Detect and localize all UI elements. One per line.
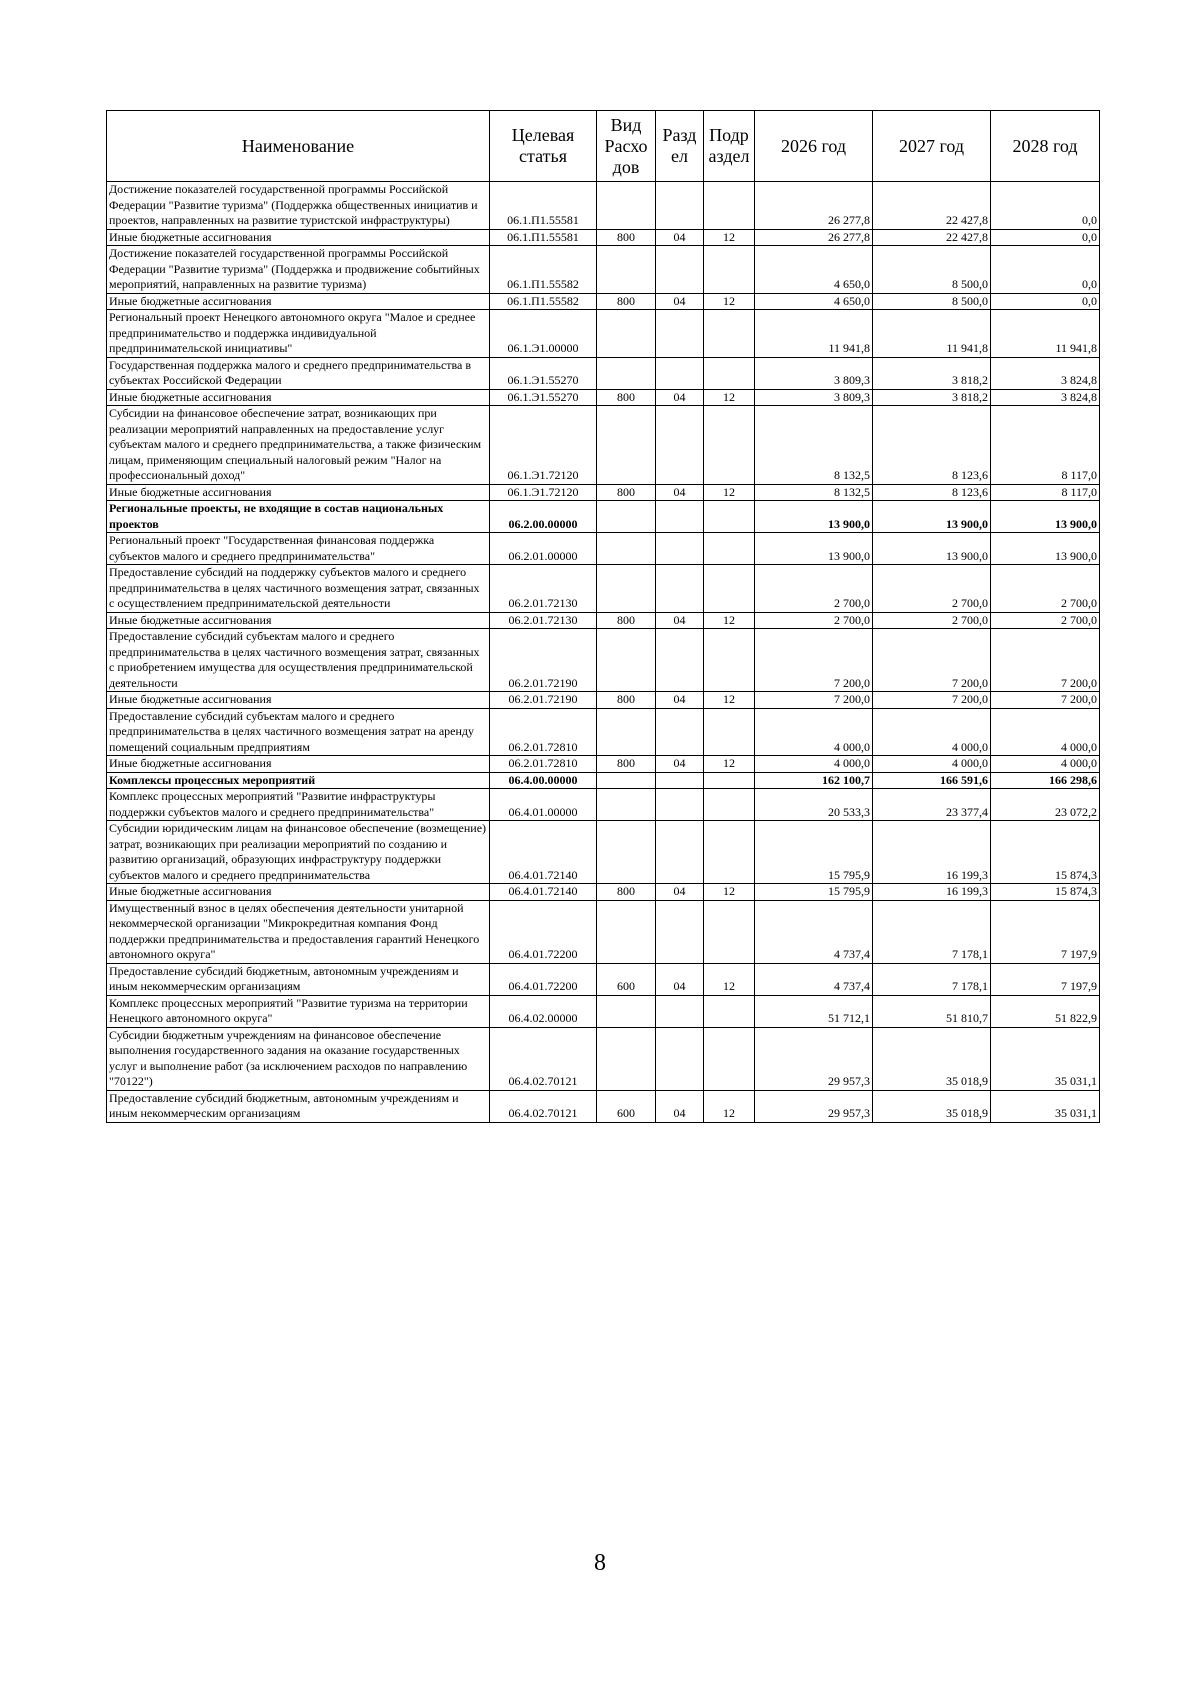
cell-kind [597,629,656,692]
cell-kind [597,1027,656,1090]
cell-2026: 26 277,8 [755,229,873,246]
cell-2027: 4 000,0 [873,708,991,756]
cell-section: 04 [656,1090,704,1122]
cell-section [656,501,704,533]
cell-section: 04 [656,692,704,709]
cell-2027: 166 591,6 [873,772,991,789]
cell-kind [597,310,656,358]
cell-2028: 51 822,9 [991,995,1100,1027]
cell-section [656,1027,704,1090]
cell-2026: 8 132,5 [755,406,873,485]
table-row [107,293,1100,310]
cell-target: 06.2.01.72130 [490,612,597,629]
cell-kind: 600 [597,963,656,995]
table-row [107,1090,1100,1122]
table-row [107,900,1100,963]
cell-name: Предоставление субсидий субъектам малого и среднего предпринимательства в целях частичного возмещения затрат на аренду помещений социальным предприятиям [107,708,490,756]
cell-2028: 2 700,0 [991,612,1100,629]
table-row [107,884,1100,901]
cell-target: 06.1.П1.55581 [490,182,597,230]
cell-2027: 22 427,8 [873,182,991,230]
cell-name: Иные бюджетные ассигнования [107,756,490,773]
cell-name: Государственная поддержка малого и среднего предпринимательства в субъектах Российской Федерации [107,357,490,389]
cell-name: Иные бюджетные ассигнования [107,612,490,629]
table-row [107,389,1100,406]
cell-section [656,533,704,565]
table-row [107,484,1100,501]
cell-kind [597,501,656,533]
header-target: Целевая статья [490,111,597,182]
cell-2026: 29 957,3 [755,1027,873,1090]
cell-2026: 3 809,3 [755,389,873,406]
cell-target: 06.4.02.70121 [490,1027,597,1090]
cell-subsection: 12 [704,484,755,501]
cell-2028: 3 824,8 [991,357,1100,389]
cell-name: Комплексы процессных мероприятий [107,772,490,789]
cell-section: 04 [656,756,704,773]
header-subsection: Подр аздел [704,111,755,182]
table-row [107,629,1100,692]
table-row [107,182,1100,230]
cell-subsection: 12 [704,756,755,773]
table-row [107,501,1100,533]
cell-2026: 8 132,5 [755,484,873,501]
cell-target: 06.4.01.72140 [490,821,597,884]
table-row [107,310,1100,358]
cell-target: 06.2.01.72810 [490,756,597,773]
cell-subsection: 12 [704,389,755,406]
cell-name: Комплекс процессных мероприятий "Развитие туризма на территории Ненецкого автономного округа" [107,995,490,1027]
cell-subsection [704,821,755,884]
cell-target: 06.2.01.00000 [490,533,597,565]
cell-2026: 26 277,8 [755,182,873,230]
cell-2028: 7 197,9 [991,963,1100,995]
header-2026: 2026 год [755,111,873,182]
cell-target: 06.1.П1.55581 [490,229,597,246]
cell-target: 06.2.01.72190 [490,629,597,692]
cell-name: Иные бюджетные ассигнования [107,484,490,501]
cell-section [656,357,704,389]
cell-target: 06.4.01.72140 [490,884,597,901]
cell-kind [597,789,656,821]
cell-section [656,995,704,1027]
cell-subsection [704,246,755,294]
cell-2028: 0,0 [991,182,1100,230]
cell-kind [597,900,656,963]
header-2027: 2027 год [873,111,991,182]
cell-target: 06.4.01.72200 [490,963,597,995]
cell-2027: 8 123,6 [873,484,991,501]
cell-name: Достижение показателей государственной программы Российской Федерации "Развитие туризма" (Поддержка общественных инициатив и проектов, направленных на развитие туристской инфраструктуры) [107,182,490,230]
cell-section [656,900,704,963]
table-row [107,565,1100,613]
cell-kind [597,565,656,613]
cell-2027: 7 200,0 [873,629,991,692]
cell-2026: 4 737,4 [755,900,873,963]
cell-section [656,246,704,294]
cell-target: 06.4.00.00000 [490,772,597,789]
cell-2028: 8 117,0 [991,406,1100,485]
cell-2026: 51 712,1 [755,995,873,1027]
cell-subsection [704,565,755,613]
cell-target: 06.4.01.00000 [490,789,597,821]
cell-name: Иные бюджетные ассигнования [107,229,490,246]
cell-subsection [704,533,755,565]
cell-subsection: 12 [704,963,755,995]
page-number: 8 [594,1550,606,1576]
cell-section [656,821,704,884]
cell-2027: 13 900,0 [873,533,991,565]
cell-2026: 13 900,0 [755,501,873,533]
cell-2027: 51 810,7 [873,995,991,1027]
cell-2028: 11 941,8 [991,310,1100,358]
table-row [107,772,1100,789]
cell-target: 06.1.Э1.00000 [490,310,597,358]
cell-2028: 4 000,0 [991,708,1100,756]
cell-2026: 7 200,0 [755,692,873,709]
cell-section [656,789,704,821]
cell-target: 06.1.Э1.55270 [490,357,597,389]
cell-subsection [704,629,755,692]
table-body [107,182,1100,1123]
cell-2027: 16 199,3 [873,821,991,884]
cell-2028: 8 117,0 [991,484,1100,501]
table-row [107,756,1100,773]
cell-subsection [704,708,755,756]
cell-kind [597,772,656,789]
cell-subsection [704,995,755,1027]
cell-kind: 800 [597,293,656,310]
cell-name: Предоставление субсидий на поддержку субъектов малого и среднего предпринимательства в целях частичного возмещения затрат, связанных с осуществлением предпринимательской деятельности [107,565,490,613]
cell-kind [597,533,656,565]
cell-2026: 4 737,4 [755,963,873,995]
cell-subsection: 12 [704,612,755,629]
cell-target: 06.4.01.72200 [490,900,597,963]
cell-2028: 35 031,1 [991,1027,1100,1090]
cell-name: Предоставление субсидий бюджетным, автономным учреждениям и иным некоммерческим организациям [107,963,490,995]
cell-subsection [704,310,755,358]
cell-2028: 0,0 [991,246,1100,294]
table-row [107,708,1100,756]
cell-2027: 7 200,0 [873,692,991,709]
cell-target: 06.1.Э1.72120 [490,484,597,501]
cell-2027: 16 199,3 [873,884,991,901]
cell-subsection [704,1027,755,1090]
cell-name: Иные бюджетные ассигнования [107,884,490,901]
cell-2026: 4 000,0 [755,756,873,773]
cell-2028: 0,0 [991,229,1100,246]
table-row [107,789,1100,821]
cell-2027: 2 700,0 [873,565,991,613]
table-row [107,406,1100,485]
cell-subsection: 12 [704,884,755,901]
cell-target: 06.2.01.72190 [490,692,597,709]
cell-name: Субсидии бюджетным учреждениям на финансовое обеспечение выполнения государственного задания на оказание государственных услуг и выполнение работ (за исключением расходов по направлению "70122") [107,1027,490,1090]
cell-2027: 3 818,2 [873,357,991,389]
cell-subsection: 12 [704,293,755,310]
cell-subsection [704,406,755,485]
cell-target: 06.2.01.72810 [490,708,597,756]
cell-2027: 35 018,9 [873,1027,991,1090]
cell-target: 06.1.Э1.72120 [490,406,597,485]
header-section: Разд ел [656,111,704,182]
cell-2027: 3 818,2 [873,389,991,406]
table-row [107,533,1100,565]
cell-2026: 15 795,9 [755,884,873,901]
table-row [107,229,1100,246]
cell-2028: 15 874,3 [991,884,1100,901]
cell-section [656,406,704,485]
cell-name: Комплекс процессных мероприятий "Развитие инфраструктуры поддержки субъектов малого и среднего предпринимательства" [107,789,490,821]
table-row [107,1027,1100,1090]
cell-2027: 7 178,1 [873,963,991,995]
cell-name: Достижение показателей государственной программы Российской Федерации "Развитие туризма" (Поддержка и продвижение событийных мероприятий, направленных на развитие туризма) [107,246,490,294]
cell-subsection [704,772,755,789]
cell-name: Региональный проект Ненецкого автономного округа "Малое и среднее предпринимательство и поддержка индивидуальной предпринимательской инициативы" [107,310,490,358]
cell-kind: 800 [597,692,656,709]
cell-2026: 4 650,0 [755,293,873,310]
cell-2027: 22 427,8 [873,229,991,246]
cell-2026: 162 100,7 [755,772,873,789]
cell-kind: 800 [597,756,656,773]
cell-name: Иные бюджетные ассигнования [107,389,490,406]
cell-subsection: 12 [704,1090,755,1122]
cell-2028: 0,0 [991,293,1100,310]
cell-2028: 35 031,1 [991,1090,1100,1122]
cell-name: Субсидии юридическим лицам на финансовое обеспечение (возмещение) затрат, возникающих при реализации мероприятий по созданию и развитию организаций, образующих инфраструктуру поддержки субъектов малого и среднего предпринимательства [107,821,490,884]
cell-subsection: 12 [704,229,755,246]
cell-2027: 11 941,8 [873,310,991,358]
cell-2027: 8 500,0 [873,246,991,294]
cell-2027: 23 377,4 [873,789,991,821]
table-header-row [107,111,1100,182]
cell-2026: 15 795,9 [755,821,873,884]
cell-kind: 800 [597,229,656,246]
cell-kind [597,246,656,294]
cell-name: Предоставление субсидий бюджетным, автономным учреждениям и иным некоммерческим организациям [107,1090,490,1122]
cell-kind: 800 [597,612,656,629]
cell-kind [597,357,656,389]
cell-2026: 11 941,8 [755,310,873,358]
cell-name: Региональные проекты, не входящие в состав национальных проектов [107,501,490,533]
cell-2027: 7 178,1 [873,900,991,963]
cell-2028: 4 000,0 [991,756,1100,773]
cell-kind [597,182,656,230]
cell-target: 06.1.Э1.55270 [490,389,597,406]
cell-target: 06.4.02.70121 [490,1090,597,1122]
cell-kind: 800 [597,389,656,406]
cell-subsection [704,357,755,389]
cell-2027: 2 700,0 [873,612,991,629]
cell-section: 04 [656,389,704,406]
cell-target: 06.1.П1.55582 [490,246,597,294]
cell-2026: 2 700,0 [755,565,873,613]
table-row [107,246,1100,294]
budget-table [106,110,1100,1123]
table-row [107,995,1100,1027]
cell-2028: 7 200,0 [991,692,1100,709]
cell-section: 04 [656,484,704,501]
cell-section [656,629,704,692]
cell-section: 04 [656,963,704,995]
cell-section: 04 [656,229,704,246]
cell-target: 06.2.01.72130 [490,565,597,613]
cell-2027: 8 123,6 [873,406,991,485]
cell-name: Субсидии на финансовое обеспечение затрат, возникающих при реализации мероприятий направленных на предоставление услуг субъектам малого и среднего предпринимательства, а также физическим лицам, применяющим специальный налоговый режим "Налог на профессиональный доход" [107,406,490,485]
cell-2026: 2 700,0 [755,612,873,629]
table-row [107,821,1100,884]
cell-kind [597,821,656,884]
cell-2028: 7 200,0 [991,629,1100,692]
cell-section [656,772,704,789]
cell-name: Предоставление субсидий субъектам малого и среднего предпринимательства в целях частичного возмещения затрат, связанных с приобретением имущества для осуществления предпринимательской деятельности [107,629,490,692]
table-row [107,357,1100,389]
cell-kind [597,406,656,485]
cell-2028: 13 900,0 [991,501,1100,533]
cell-2028: 15 874,3 [991,821,1100,884]
cell-subsection [704,789,755,821]
cell-2027: 4 000,0 [873,756,991,773]
cell-2026: 7 200,0 [755,629,873,692]
cell-2028: 23 072,2 [991,789,1100,821]
cell-2026: 20 533,3 [755,789,873,821]
cell-kind: 800 [597,884,656,901]
cell-name: Региональный проект "Государственная финансовая поддержка субъектов малого и среднего предпринимательства" [107,533,490,565]
cell-2028: 13 900,0 [991,533,1100,565]
cell-target: 06.1.П1.55582 [490,293,597,310]
cell-2027: 13 900,0 [873,501,991,533]
cell-subsection [704,501,755,533]
cell-2027: 35 018,9 [873,1090,991,1122]
header-kind: Вид Расхо дов [597,111,656,182]
cell-name: Имущественный взнос в целях обеспечения деятельности унитарной некоммерческой организации "Микрокредитная компания Фонд поддержки предпринимательства и предоставления гарантий Ненецкого автономного округа" [107,900,490,963]
cell-kind [597,995,656,1027]
cell-section [656,565,704,613]
cell-section: 04 [656,612,704,629]
cell-kind: 600 [597,1090,656,1122]
cell-2026: 13 900,0 [755,533,873,565]
table-row [107,612,1100,629]
header-2028: 2028 год [991,111,1100,182]
cell-2026: 4 650,0 [755,246,873,294]
cell-2026: 29 957,3 [755,1090,873,1122]
cell-2027: 8 500,0 [873,293,991,310]
cell-2028: 166 298,6 [991,772,1100,789]
cell-section: 04 [656,293,704,310]
cell-subsection [704,182,755,230]
cell-2028: 3 824,8 [991,389,1100,406]
cell-section: 04 [656,884,704,901]
cell-target: 06.4.02.00000 [490,995,597,1027]
cell-2026: 4 000,0 [755,708,873,756]
cell-2028: 2 700,0 [991,565,1100,613]
table-row [107,963,1100,995]
cell-subsection: 12 [704,692,755,709]
header-name: Наименование [107,111,490,182]
cell-section [656,310,704,358]
cell-section [656,708,704,756]
cell-2026: 3 809,3 [755,357,873,389]
cell-name: Иные бюджетные ассигнования [107,692,490,709]
cell-name: Иные бюджетные ассигнования [107,293,490,310]
cell-target: 06.2.00.00000 [490,501,597,533]
cell-kind [597,708,656,756]
cell-kind: 800 [597,484,656,501]
cell-2028: 7 197,9 [991,900,1100,963]
table-row [107,692,1100,709]
cell-section [656,182,704,230]
cell-subsection [704,900,755,963]
